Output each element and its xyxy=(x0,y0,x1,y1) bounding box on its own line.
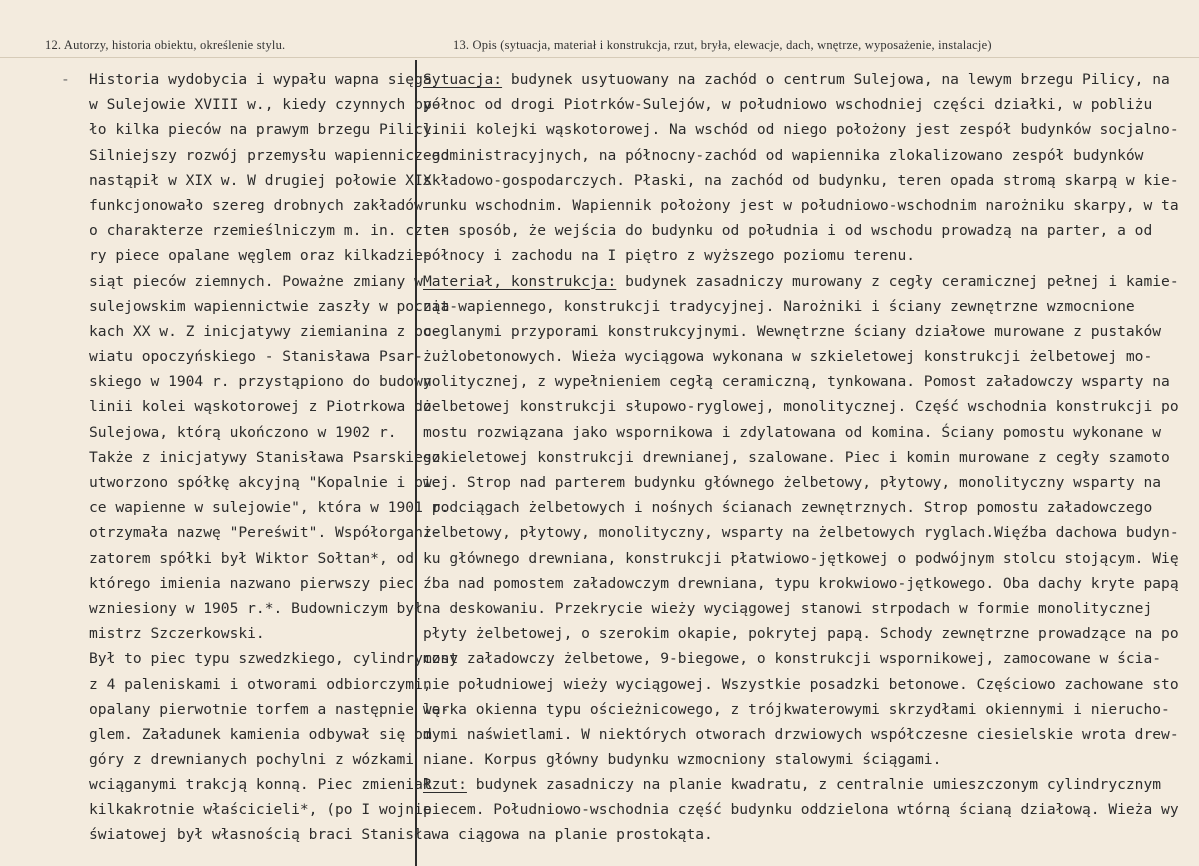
line-text: most załadowczy żelbetowe, 9-biegowe, o konstrukcji wspornikowej, zamocowane w ścia- xyxy=(423,650,1162,668)
text-line: ło kilka pieców na prawym brzegu Pilicy. xyxy=(89,121,441,139)
text-line: kilkakrotnie właścicieli*, (po I wojnie xyxy=(89,801,432,819)
text-line xyxy=(423,495,1179,520)
text-line: wzniesiony w 1905 r.*. Budowniczym był xyxy=(89,599,423,617)
text-line xyxy=(423,394,1179,419)
line-text: piecem. Południowo-wschodnia część budynku oddzielona wtórną ścianą działową. Wieża wy xyxy=(423,801,1179,819)
text-line xyxy=(423,319,1179,344)
text-line: Był to piec typu szwedzkiego, cylindryczny xyxy=(89,650,459,668)
text-line: kach XX w. Z inicjatywy ziemianina z po- xyxy=(89,322,441,340)
text-line: w Sulejowie XVIII w., kiedy czynnych by- xyxy=(89,96,441,114)
text-line xyxy=(423,168,1179,193)
text-line xyxy=(423,646,1179,671)
text-line: z 4 paleniskami i otworami odbiorczymi, xyxy=(89,675,432,693)
line-text: szkieletowej konstrukcji drewnianej, szalowane. Piec i komin murowane z cegły szamoto xyxy=(423,448,1170,466)
right-column xyxy=(423,67,1179,823)
line-text: płyty żelbetowej, o szerokim okapie, pokrytej papą. Schody zewnętrzne prowadzące na po xyxy=(423,625,1179,643)
line-text: nie południowej wieży wyciągowej. Wszystkie posadzki betonowe. Częściowo zachowane sto xyxy=(423,675,1179,693)
text-line: góry z drewnianych pochylni z wózkami xyxy=(89,751,415,769)
header-right: 13. Opis (sytuacja, materiał i konstrukcja, rzut, bryła, elewacje, dach, wnętrze, wyposażenie, instalacje) xyxy=(453,38,992,52)
text-line xyxy=(423,294,1179,319)
text-line: Także z inicjatywy Stanisława Psarskiego xyxy=(89,448,441,466)
line-text: mymi naświetlami. W niektórych otworach drzwiowych współczesne ciesielskie wrota drew- xyxy=(423,725,1179,743)
line-text: ceglanymi przyporami konstrukcyjnymi. Wewnętrzne ściany działowe murowane z pustaków xyxy=(423,322,1162,340)
line-text: budynek zasadniczy murowany z cegły ceramicznej pełnej i kamie- xyxy=(616,272,1179,290)
line-text: budynek zasadniczy na planie kwadratu, z centralnie umieszczonym cylindrycznym xyxy=(466,776,1162,794)
section-label: Sytuacja: xyxy=(423,71,503,88)
text-line: otrzymała nazwę "Pereświt". Współorgani- xyxy=(89,524,441,542)
text-line: Historia wydobycia i wypału wapna sięga xyxy=(89,71,432,88)
text-line xyxy=(423,218,1179,243)
line-text: na deskowaniu. Przekrycie wieży wyciągowej stanowi strpodach w formie monolitycznej xyxy=(423,599,1153,617)
line-text: niane. Korpus główny budynku wzmocniony stalowymi ściągami. xyxy=(423,751,942,769)
line-text: -administracyjnych, na północny-zachód od wapiennika zlokalizowano zespół budynków xyxy=(423,146,1144,164)
text-line: Silniejszy rozwój przemysłu wapienniczego xyxy=(89,146,450,164)
line-text: budynek usytuowany na zachód o centrum Sulejowa, na lewym brzegu Pilicy, na xyxy=(502,71,1170,88)
text-line xyxy=(423,193,1179,218)
line-text: północ od drogi Piotrków-Sulejów, w południowo wschodniej części działki, w pobliżu xyxy=(423,96,1153,114)
text-line: wiatu opoczyńskiego - Stanisława Psar- xyxy=(89,348,423,366)
text-line: funkcjonowało szereg drobnych zakładów xyxy=(89,196,423,214)
text-line: nastąpił w XIX w. W drugiej połowie XIX xyxy=(89,171,432,189)
text-line xyxy=(423,143,1179,168)
text-line xyxy=(423,520,1179,545)
text-line xyxy=(423,117,1179,142)
line-text: larka okienna typu ościeżnicowego, z trójkwaterowymi skrzydłami okiennymi i nierucho- xyxy=(423,700,1170,718)
line-text: nia wapiennego, konstrukcji tradycyjnej. Narożniki i ściany zewnętrzne wzmocnione xyxy=(423,297,1135,315)
text-line xyxy=(423,672,1179,697)
text-line: linii kolei wąskotorowej z Piotrkowa do xyxy=(89,398,432,416)
text-line: wciąganymi trakcją konną. Piec zmieniał xyxy=(89,776,432,794)
section-label: Materiał, konstrukcja: xyxy=(423,272,617,290)
line-text: północy i zachodu na I piętro z wyższego poziomu terenu. xyxy=(423,247,916,265)
text-line: o charakterze rzemieślniczym m. in. czte- xyxy=(89,222,450,240)
line-text: źba nad pomostem załadowczym drewniana, typu krokwiowo-jętkowego. Oba dachy kryte papą xyxy=(423,574,1179,592)
text-line xyxy=(423,344,1179,369)
text-line xyxy=(423,470,1179,495)
text-line: Sulejowa, którą ukończono w 1902 r. xyxy=(89,423,397,441)
line-text: żelbetowej konstrukcji słupowo-ryglowej, monolitycznej. Część wschodnia konstrukcji po xyxy=(423,398,1179,416)
text-line xyxy=(423,92,1179,117)
section-label: Rzut: xyxy=(423,776,467,794)
text-line xyxy=(423,546,1179,571)
text-line: skiego w 1904 r. przystąpiono do budowy xyxy=(89,373,432,391)
left-column xyxy=(89,67,458,823)
text-line xyxy=(423,722,1179,747)
text-line xyxy=(423,697,1179,722)
text-line: opalany pierwotnie torfem a następnie wę- xyxy=(89,700,450,718)
text-line xyxy=(423,772,1179,797)
bottom-line: światowej był własnością braci Stanisława ciągowa na planie prostokąta. xyxy=(89,826,713,843)
text-line xyxy=(423,369,1179,394)
text-line xyxy=(423,67,1179,92)
text-line xyxy=(423,747,1179,772)
text-line xyxy=(423,243,1179,268)
line-text: nolitycznej, z wypełnieniem cegłą ceramiczną, tynkowana. Pomost załadowczy wsparty na xyxy=(423,373,1170,391)
text-line xyxy=(423,445,1179,470)
paragraph-dash: - xyxy=(61,71,70,88)
line-text: ten sposób, że wejścia do budynku od południa i od wschodu prowadzą na parter, a od xyxy=(423,222,1153,240)
text-line xyxy=(423,420,1179,445)
line-text: podciągach żelbetowych i nośnych ścianach zewnętrznych. Strop pomostu załadowczego xyxy=(423,499,1153,517)
line-text: runku wschodnim. Wapiennik położony jest w południowo-wschodnim narożniku skarpy, w ta xyxy=(423,196,1179,214)
text-line: utworzono spółkę akcyjną "Kopalnie i pie xyxy=(89,474,441,491)
text-line: mistrz Szczerkowski. xyxy=(89,625,265,643)
line-text: ku głównego drewniana, konstrukcji płatwiowo-jętkowej o podwójnym stolcu stojącym. Wię xyxy=(423,549,1179,567)
text-line xyxy=(423,596,1179,621)
text-line xyxy=(423,269,1179,294)
line-text: linii kolejki wąskotorowej. Na wschód od niego położony jest zespół budynków socjalno- xyxy=(423,121,1179,139)
text-line: sulejowskim wapiennictwie zaszły w począt- xyxy=(89,297,459,315)
text-line: którego imienia nazwano pierwszy piec xyxy=(89,574,415,592)
text-line xyxy=(423,621,1179,646)
text-line: siąt pieców ziemnych. Poważne zmiany w xyxy=(89,272,423,290)
text-line xyxy=(423,797,1179,822)
text-line: ce wapienne w sulejowie", która w 1901 r. xyxy=(89,499,450,517)
line-text: składowo-gospodarczych. Płaski, na zachód od budynku, teren opada stromą skarpą w kie- xyxy=(423,171,1179,189)
line-text: żelbetowy, płytowy, monolityczny, wsparty na żelbetowych ryglach.Więźba dachowa budyn- xyxy=(423,524,1179,542)
text-line: glem. Załadunek kamienia odbywał się od xyxy=(89,725,432,743)
line-text: żużlobetonowych. Wieża wyciągowa wykonana w szkieletowej konstrukcji żelbetowej mo- xyxy=(423,348,1153,366)
line-text: mostu rozwiązana jako wspornikowa i zdylatowana od komina. Ściany pomostu wykonane w xyxy=(423,423,1162,441)
text-line xyxy=(423,571,1179,596)
top-rule xyxy=(0,57,1199,58)
line-text: wej. Strop nad parterem budynku głównego żelbetowy, płytowy, monolityczny wsparty na xyxy=(423,474,1162,491)
header-left: 12. Autorzy, historia obiektu, określenie stylu. xyxy=(45,38,286,52)
text-line: zatorem spółki był Wiktor Sołtan*, od xyxy=(89,549,415,567)
text-line: ry piece opalane węglem oraz kilkadzie- xyxy=(89,247,432,265)
